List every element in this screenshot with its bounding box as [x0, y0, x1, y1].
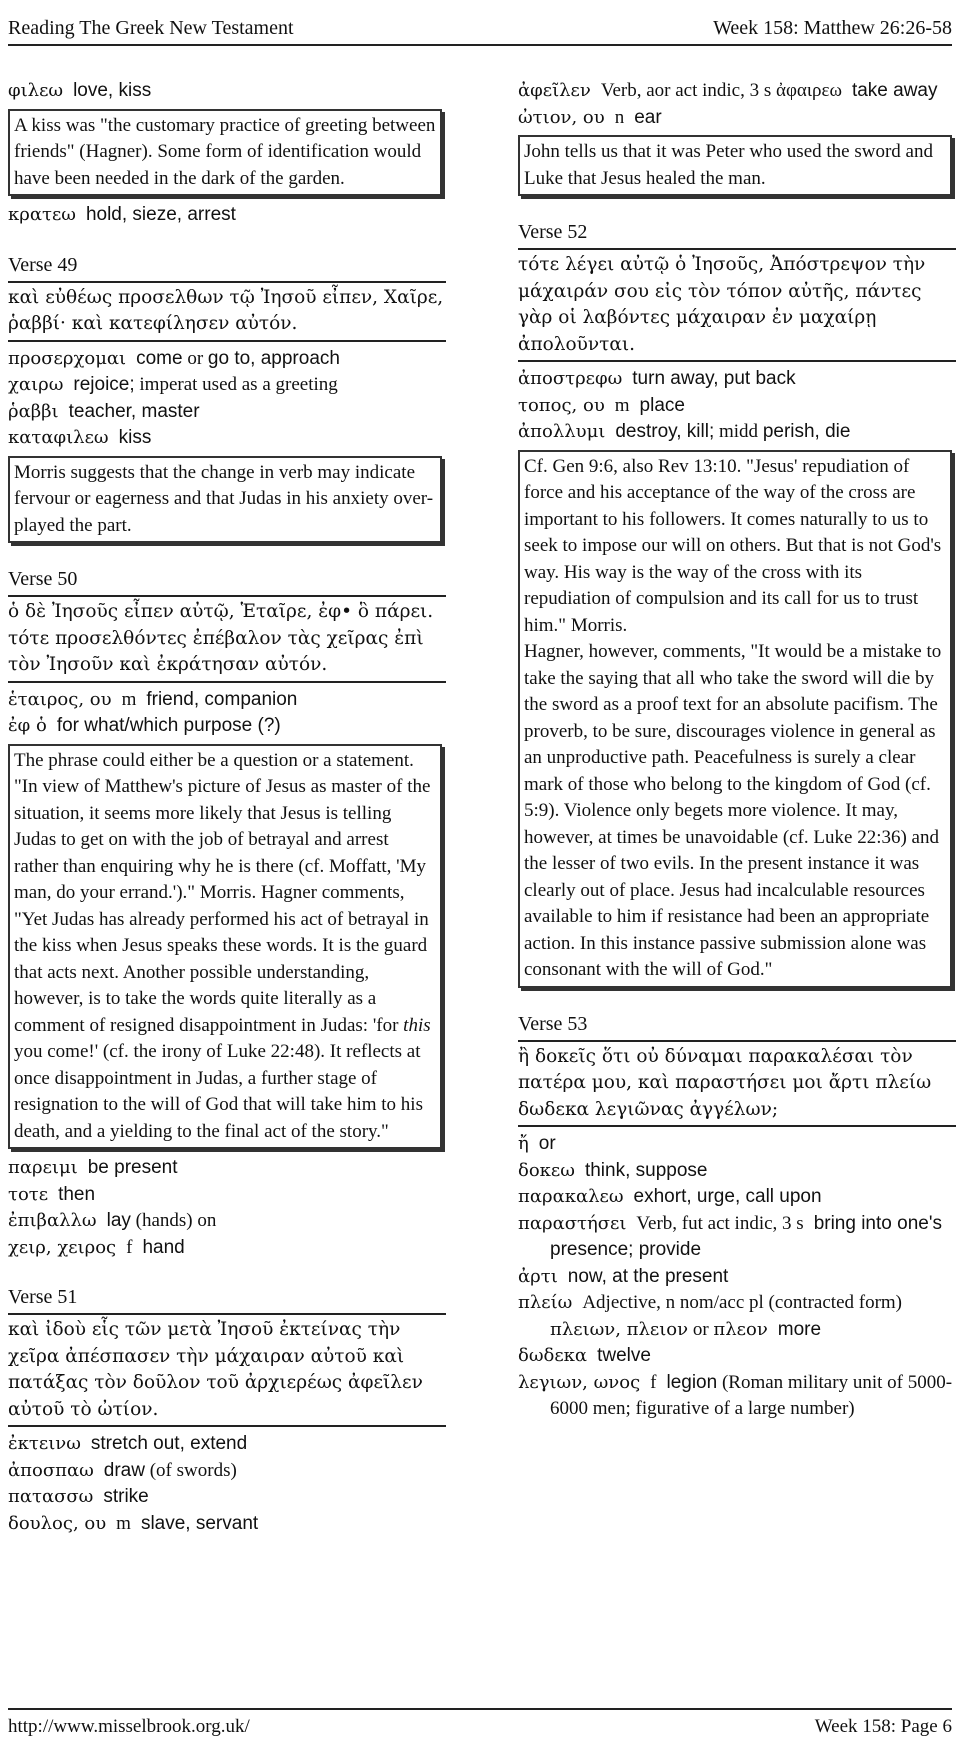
verse-heading: Verse 53 [518, 1010, 956, 1042]
verse-text: καὶ ἰδοὺ εἷς τῶν μετὰ Ἰησοῦ ἐκτείνας τὴν χεῖρα ἀπέσπασεν τὴν μάχαιραν αὐτοῦ καὶ πατάξας τὸν δοῦλον τοῦ ἀρχιερέως ἀφεῖλεν αὐτοῦ τὸ ὠτίον. [8, 1315, 446, 1427]
verse-heading: Verse 51 [8, 1283, 446, 1315]
vocab-entry: λεγιων, ωνος f legion (Roman military unit of 5000-6000 men; figurative of a large number) [518, 1371, 953, 1419]
vocab-entry: πατασσω strike [8, 1486, 149, 1507]
commentary-note: The phrase could either be a question or a statement. "In view of Matthew's picture of Jesus as master of the situation, it seems more likely that Jesus is telling Judas to get on with the job of betrayal and arrest rather than enquiring why he is there (cf. Moffatt, 'My man, do your errand.')." Morris. Hagner comments, "Yet Judas has already performed his act of betrayal in the kiss when Jesus speaks these words. It is the guard that acts next. Another possible understanding, however, is to take the words quite literally as a comment of resigned disappointment in Judas: 'for this you come!' (cf. the irony of Luke 22:48). It reflects at once disappointment in Judas, a further stage of resignation to the will of God that will take him to his death, and a yielding to the final act of the story." [8, 744, 442, 1150]
vocab-entry: ἐπιβαλλω lay (hands) on [8, 1210, 217, 1231]
verse-heading: Verse 49 [8, 251, 446, 283]
vocab-entry: ἀφεῖλεν Verb, aor act indic, 3 s ἀφαιρεω take away [518, 80, 938, 101]
page-footer [8, 1708, 952, 1746]
header-title: Reading The Greek New Testament [8, 17, 294, 39]
footer-page-number: Week 158: Page 6 [814, 1716, 952, 1737]
verse-heading: Verse 50 [8, 565, 446, 597]
vocab-entry: δοκεω think, suppose [518, 1159, 708, 1181]
vocab-entry: τοπος, ου m place [518, 394, 685, 416]
vocab-entry: προσερχομαι come or go to, approach [8, 347, 340, 369]
verse-text: ὁ δὲ Ἰησοῦς εἶπεν αὐτῷ, Ἑταῖρε, ἐφ• ὃ πάρει. τότε προσελθόντες ἐπέβαλον τὰς χεῖρας ἐπὶ τὸν Ἰησοῦν καὶ ἐκράτησαν αὐτόν. [8, 597, 446, 683]
vocab-entry: παρακαλεω exhort, urge, call upon [518, 1186, 822, 1207]
vocab-entry: ὠτιον, ου n ear [518, 106, 662, 128]
verse-text: ἢ δοκεῖς ὅτι οὐ δύναμαι παρακαλέσαι τὸν πατέρα μου, καὶ παραστήσει μοι ἄρτι πλείω δωδεκα λεγιῶνας ἀγγέλων; [518, 1042, 956, 1128]
vocab-entry: χειρ, χειρος f hand [8, 1236, 185, 1258]
vocab-entry: ἀποστρεφω turn away, put back [518, 368, 796, 389]
page-header [8, 6, 952, 46]
vocab-entry: ἀρτι now, at the present [518, 1265, 729, 1287]
vocab-entry: ἤ or [518, 1133, 556, 1154]
header-week: Week 158: Matthew 26:26-58 [713, 17, 952, 39]
vocab-entry: παραστήσει Verb, fut act indic, 3 s bring into one's presence; provide [518, 1212, 942, 1260]
vocab-entry: δωδεκα twelve [518, 1345, 651, 1366]
vocab-entry: ἑταιρος, ου m friend, companion [8, 688, 298, 710]
vocab-entry: φιλεω love, kiss [8, 80, 152, 101]
vocab-entry: ἀποσπαω draw (of swords) [8, 1459, 237, 1481]
verse-text: τότε λέγει αὐτῷ ὁ Ἰησοῦς, Ἀπόστρεψον τὴν μάχαιράν σου εἰς τὸν τόπον αὐτῆς, πάντες γὰρ οἱ λαβόντες μάχαιραν ἐν μαχαίρῃ ἀπολοῦνται. [518, 250, 956, 362]
footer-url[interactable]: http://www.misselbrook.org.uk/ [8, 1716, 250, 1737]
vocab-entry: ἐκτεινω stretch out, extend [8, 1433, 248, 1454]
commentary-note: Morris suggests that the change in verb may indicate fervour or eagerness and that Judas in his anxiety over-played the part. [8, 456, 442, 544]
vocab-entry: τοτε then [8, 1183, 96, 1205]
vocab-entry: κρατεω hold, sieze, arrest [8, 204, 236, 225]
commentary-note: A kiss was "the customary practice of greeting between friends" (Hagner). Some form of identification would have been needed in the dark of the garden. [8, 109, 442, 197]
verse-heading: Verse 52 [518, 218, 956, 250]
commentary-note: John tells us that it was Peter who used the sword and Luke that Jesus healed the man. [518, 135, 952, 196]
vocab-entry: χαιρω rejoice; imperat used as a greeting [8, 374, 338, 395]
verse-text: καὶ εὐθέως προσελθων τῷ Ἰησοῦ εἶπεν, Χαῖρε, ῥαββί· καὶ κατεφίλησεν αὐτόν. [8, 283, 446, 342]
vocab-entry: ἀπολλυμι destroy, kill; midd perish, die [518, 421, 851, 442]
vocab-entry: καταφιλεω kiss [8, 427, 152, 448]
right-column [518, 78, 956, 1423]
vocab-entry: παρειμι be present [8, 1157, 178, 1178]
vocab-entry: ῥαββι teacher, master [8, 400, 200, 422]
vocab-entry: δουλος, ου m slave, servant [8, 1512, 259, 1534]
left-column [8, 78, 446, 1537]
vocab-entry: ἐφ ὁ for what/which purpose (?) [8, 715, 281, 736]
vocab-entry: πλείω Adjective, n nom/acc pl (contracted form) πλειων, πλειον or πλεον more [518, 1292, 903, 1340]
commentary-note: Cf. Gen 9:6, also Rev 13:10. "Jesus' repudiation of force and his acceptance of the way of the cross are important to his followers. It comes naturally to us to seek to impose our will on others. But that is not God's way. His way is the way of the cross with its repudiation of compulsion and its call for us to trust him." Morris. Hagner, however, comments, "It would be a mistake to take the saying that all who take the sword will die by the sword as a proof text for an absolute pacifism. The proverb, to be sure, discourages violence in general as an unproductive path. Peacefulness is surely a clear mark of those who belong to the kingdom of God (cf. 5:9). Violence only begets more violence. It may, however, at times be unavoidable (cf. Luke 22:36) and the lesser of two evils. In the present instance it was clearly out of place. Jesus had incalculable resources available to him if resistance had been an appropriate action. In this instance passive submission alone was consonant with the will of God." [518, 450, 952, 988]
